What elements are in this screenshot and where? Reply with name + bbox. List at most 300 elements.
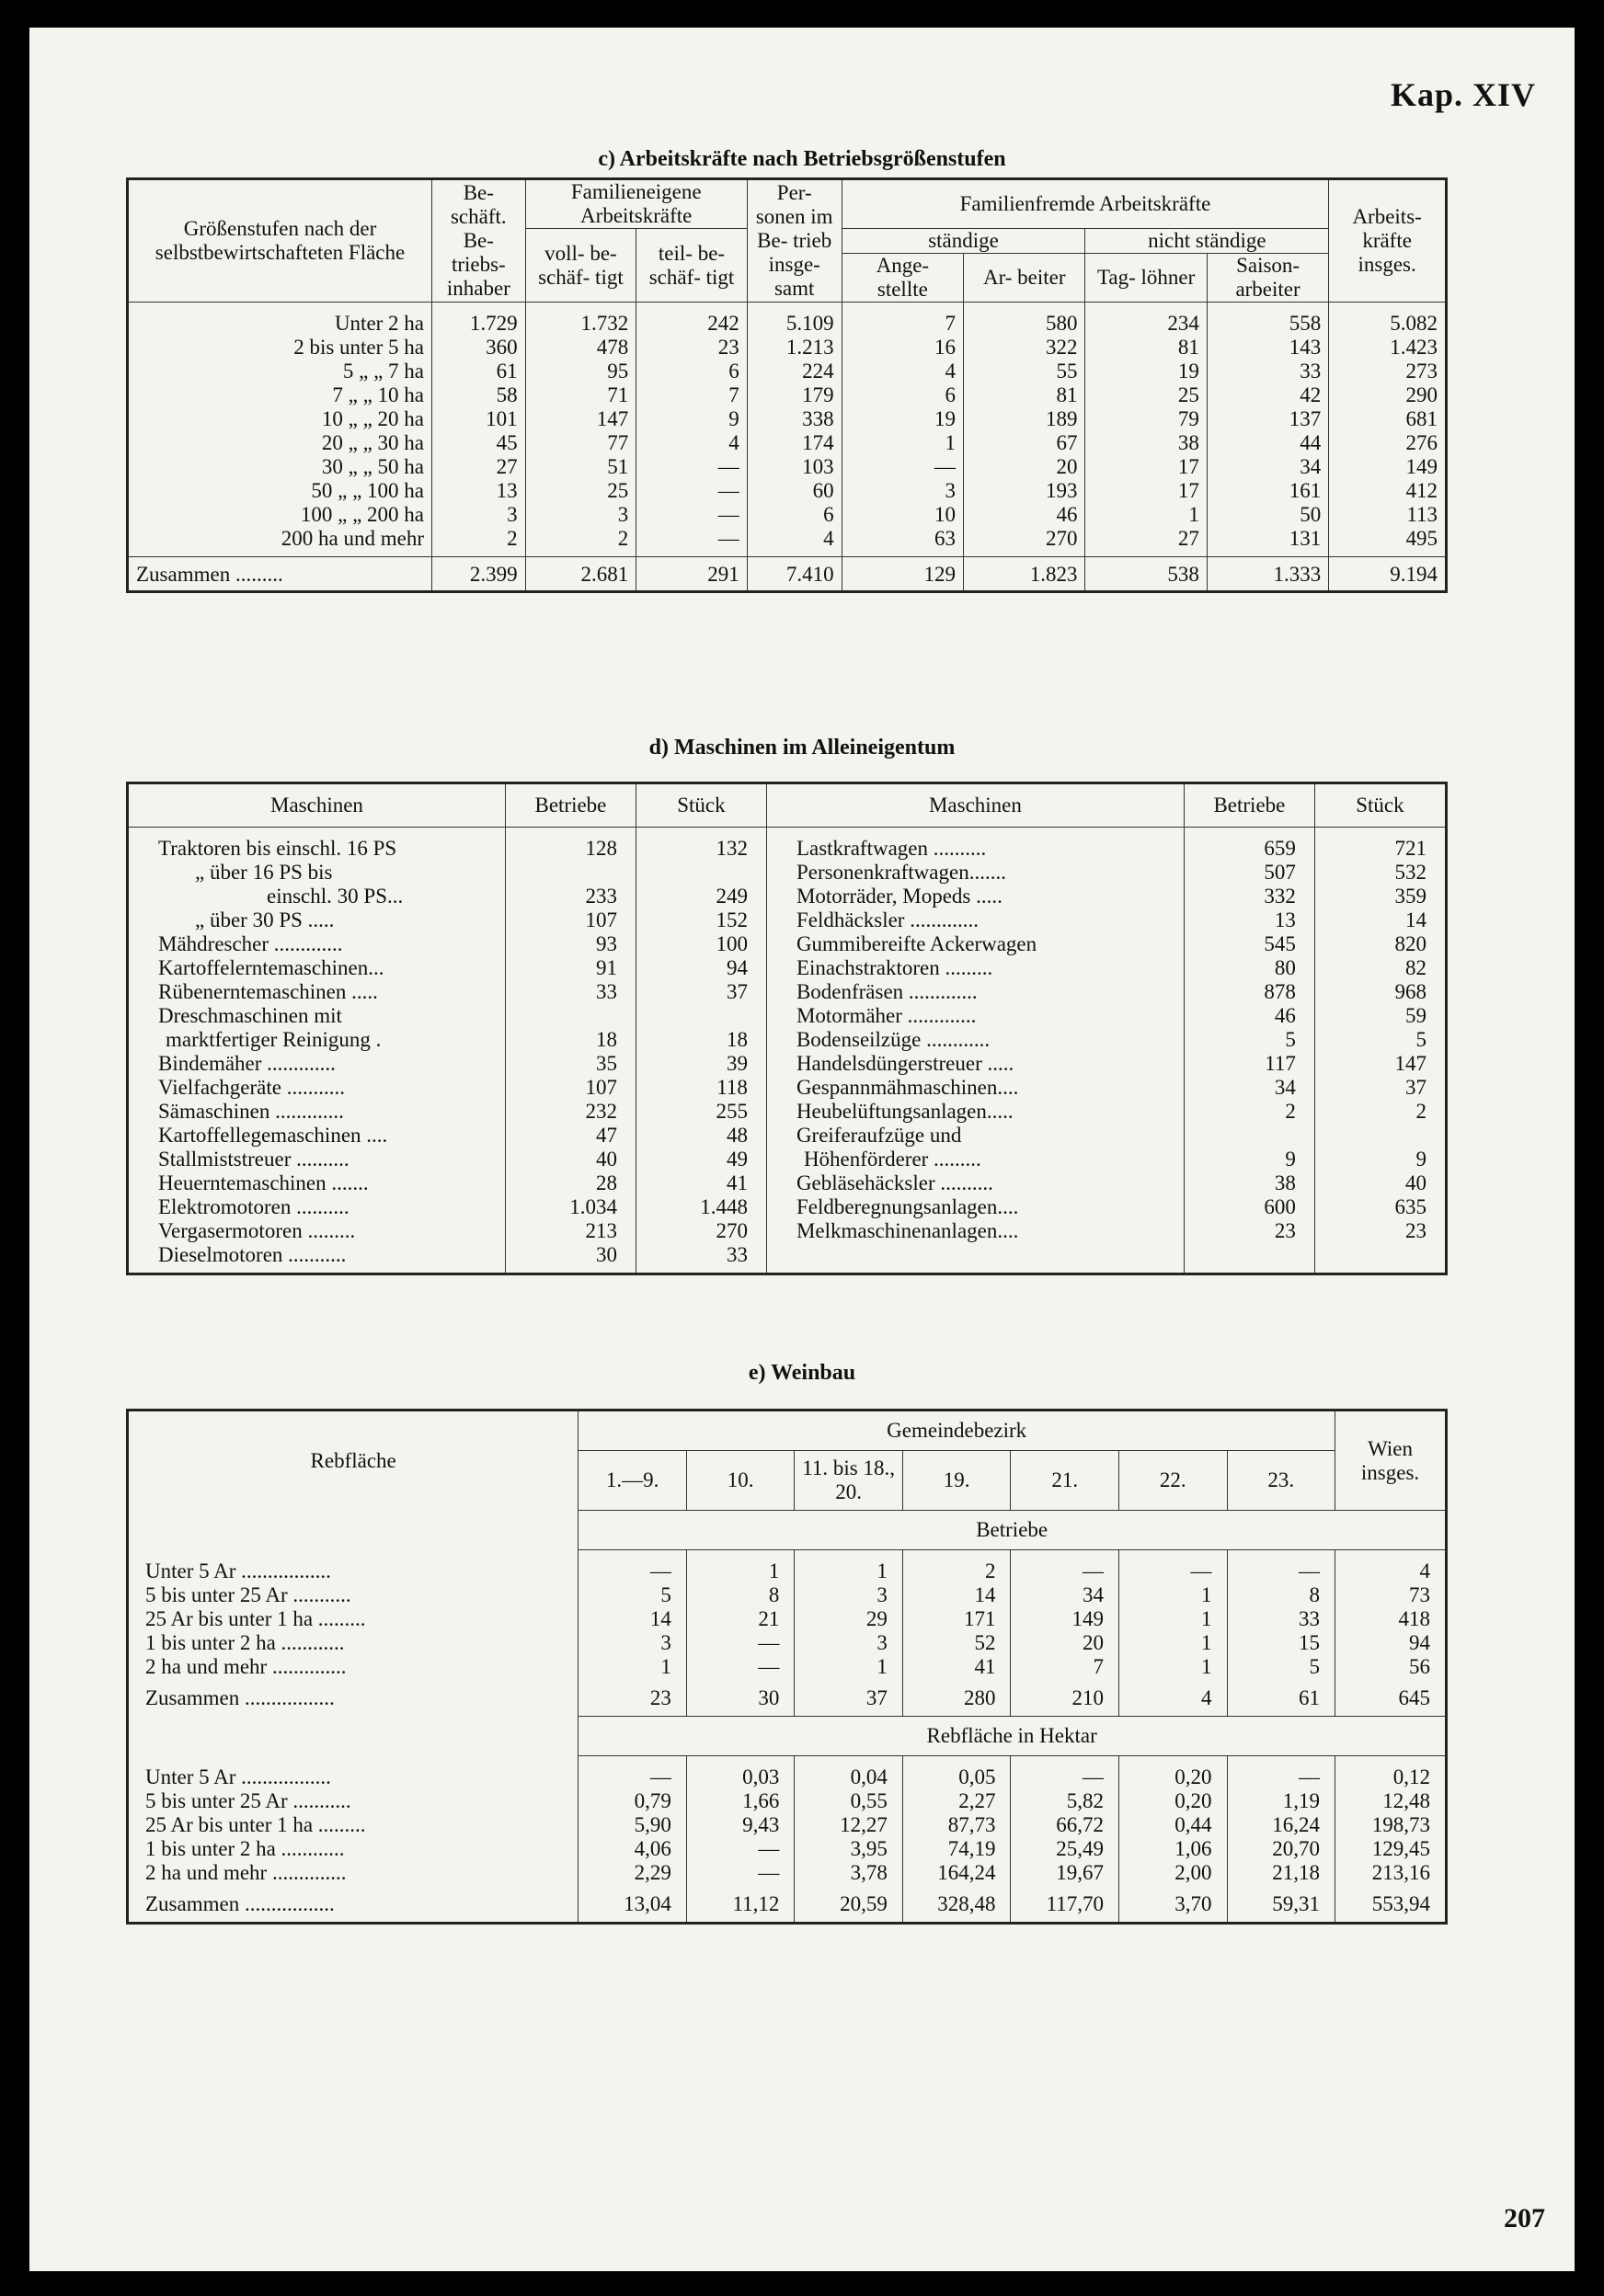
pieces-value: 49	[636, 1148, 766, 1171]
cell-value: 44	[1207, 431, 1328, 455]
cell-value: 16	[842, 336, 963, 360]
pieces-value	[636, 861, 766, 885]
cell-value: 15	[1227, 1631, 1335, 1655]
cell-value: 10	[842, 503, 963, 527]
farms-value: 600	[1184, 1195, 1314, 1219]
cell-value: —	[842, 455, 963, 479]
document-page	[29, 28, 1575, 2271]
cell-value: —	[1011, 1756, 1119, 1790]
page-number: 207	[1504, 2203, 1545, 2233]
table-row	[128, 431, 1447, 455]
farms-value: 34	[1184, 1076, 1314, 1100]
cell-value: 1	[1118, 1607, 1227, 1631]
table-row	[128, 1583, 1447, 1607]
cell-value: 0,04	[795, 1756, 903, 1790]
cell-value: 0,20	[1118, 1756, 1227, 1790]
cell-value: 113	[1329, 503, 1447, 527]
cell-value: 13	[432, 479, 526, 503]
farms-value: 1.034	[505, 1195, 636, 1219]
table-row	[128, 1124, 1447, 1148]
header-area: Rebfläche	[128, 1411, 579, 1511]
total-value: 291	[636, 557, 748, 592]
table-row	[128, 861, 1447, 885]
cell-value: 14	[579, 1607, 687, 1631]
district-column-header: 23.	[1227, 1451, 1335, 1511]
total-row	[128, 557, 1447, 592]
labor-table	[126, 177, 1448, 593]
total-label: Zusammen .................	[128, 1885, 579, 1924]
cell-value: 5	[579, 1583, 687, 1607]
cell-value: 3	[842, 479, 963, 503]
cell-value: 27	[1085, 527, 1207, 557]
cell-value: —	[1118, 1550, 1227, 1584]
cell-value: 17	[1085, 479, 1207, 503]
cell-value: 149	[1329, 455, 1447, 479]
cell-value: 79	[1085, 407, 1207, 431]
section-d-title: d) Maschinen im Alleineigentum	[648, 736, 956, 760]
cell-value: —	[686, 1631, 795, 1655]
table-row	[128, 1655, 1447, 1679]
district-column-header: 21.	[1011, 1451, 1119, 1511]
wine-table	[126, 1409, 1448, 1925]
table-row	[128, 1631, 1447, 1655]
total-value: 2.399	[432, 557, 526, 592]
cell-value: 1,19	[1227, 1789, 1335, 1813]
cell-value: 360	[432, 336, 526, 360]
machine-label: Gummibereifte Ackerwagen	[766, 932, 1184, 956]
total-value: 37	[795, 1679, 903, 1717]
machine-label: Bodenseilzüge ............	[766, 1028, 1184, 1052]
pieces-value: 2	[1314, 1100, 1446, 1124]
area-label: 1 bis unter 2 ha ............	[128, 1631, 579, 1655]
cell-value: 9	[636, 407, 748, 431]
pieces-value: 33	[636, 1243, 766, 1274]
cell-value: 558	[1207, 303, 1328, 337]
farms-value: 507	[1184, 861, 1314, 885]
pieces-value: 721	[1314, 828, 1446, 862]
subheader-hectare-label: Rebfläche in Hektar	[579, 1717, 1447, 1756]
cell-value: 14	[902, 1583, 1011, 1607]
header-part: teil- be- schäf- tigt	[636, 229, 748, 303]
farms-value	[505, 861, 636, 885]
header-pieces-right: Stück	[1314, 783, 1446, 828]
cell-value: 5.109	[747, 303, 842, 337]
cell-value: 3	[795, 1583, 903, 1607]
table-row	[128, 407, 1447, 431]
farms-value: 18	[505, 1028, 636, 1052]
cell-value: 2	[902, 1550, 1011, 1584]
machine-label: Motorräder, Mopeds .....	[766, 885, 1184, 908]
total-value: 210	[1011, 1679, 1119, 1717]
total-value: 553,94	[1335, 1885, 1447, 1924]
cell-value: 495	[1329, 527, 1447, 557]
farms-value: 878	[1184, 980, 1314, 1004]
header-pieces-left: Stück	[636, 783, 766, 828]
empty-cell	[128, 1511, 579, 1550]
machine-label: Einachstraktoren .........	[766, 956, 1184, 980]
cell-value: 56	[1335, 1655, 1447, 1679]
pieces-value: 968	[1314, 980, 1446, 1004]
total-value: 328,48	[902, 1885, 1011, 1924]
total-value: 2.681	[525, 557, 636, 592]
cell-value: —	[636, 527, 748, 557]
farms-value: 659	[1184, 828, 1314, 862]
pieces-value	[1314, 1124, 1446, 1148]
header-total: Arbeits- kräfte insges.	[1329, 179, 1447, 303]
farms-value: 128	[505, 828, 636, 862]
cell-value: 174	[747, 431, 842, 455]
machine-label: Heubelüftungsanlagen.....	[766, 1100, 1184, 1124]
cell-value: 20	[1011, 1631, 1119, 1655]
cell-value: 213,16	[1335, 1861, 1447, 1885]
cell-value: 38	[1085, 431, 1207, 455]
cell-value: —	[1227, 1756, 1335, 1790]
cell-value: 46	[964, 503, 1085, 527]
size-label: 30 „ „ 50 ha	[128, 455, 432, 479]
machine-label: „ über 30 PS .....	[128, 908, 506, 932]
cell-value: 0,79	[579, 1789, 687, 1813]
cell-value: 1.729	[432, 303, 526, 337]
cell-value: 189	[964, 407, 1085, 431]
table-row	[128, 828, 1447, 862]
machine-label: Höhenförderer .........	[766, 1148, 1184, 1171]
area-label: 2 ha und mehr ..............	[128, 1655, 579, 1679]
machine-label: Vielfachgeräte ...........	[128, 1076, 506, 1100]
farms-value: 40	[505, 1148, 636, 1171]
cell-value: 1,06	[1118, 1837, 1227, 1861]
farms-value: 117	[1184, 1052, 1314, 1076]
table-row	[128, 1243, 1447, 1274]
cell-value: 6	[636, 360, 748, 383]
table-row	[128, 885, 1447, 908]
cell-value: 7	[842, 303, 963, 337]
table-row	[128, 1171, 1447, 1195]
farms-value: 232	[505, 1100, 636, 1124]
cell-value: 51	[525, 455, 636, 479]
cell-value: 19	[1085, 360, 1207, 383]
farms-value: 13	[1184, 908, 1314, 932]
header-workers: Ar- beiter	[964, 254, 1085, 303]
chapter-label: Kap. XIV	[1390, 76, 1536, 113]
size-label: 20 „ „ 30 ha	[128, 431, 432, 455]
empty-cell	[1314, 1243, 1446, 1274]
pieces-value	[636, 1004, 766, 1028]
header-full: voll- be- schäf- tigt	[525, 229, 636, 303]
cell-value: 1	[686, 1550, 795, 1584]
cell-value: 1	[1118, 1655, 1227, 1679]
cell-value: 164,24	[902, 1861, 1011, 1885]
total-value: 1.333	[1207, 557, 1328, 592]
cell-value: 147	[525, 407, 636, 431]
farms-value: 2	[1184, 1100, 1314, 1124]
machine-label: Bindemäher .............	[128, 1052, 506, 1076]
cell-value: 16,24	[1227, 1813, 1335, 1837]
cell-value: 2	[525, 527, 636, 557]
cell-value: —	[636, 479, 748, 503]
subheader-farms-label: Betriebe	[579, 1511, 1447, 1550]
table-row	[128, 1789, 1447, 1813]
area-label: 5 bis unter 25 Ar ...........	[128, 1583, 579, 1607]
pieces-value: 48	[636, 1124, 766, 1148]
cell-value: 3,95	[795, 1837, 903, 1861]
machine-label: marktfertiger Reinigung .	[128, 1028, 506, 1052]
cell-value: 20,70	[1227, 1837, 1335, 1861]
machine-label: Bodenfräsen .............	[766, 980, 1184, 1004]
size-label: 7 „ „ 10 ha	[128, 383, 432, 407]
table-row	[128, 908, 1447, 932]
cell-value: 20	[964, 455, 1085, 479]
total-label: Zusammen .........	[128, 557, 432, 592]
farms-value: 93	[505, 932, 636, 956]
table-row	[128, 1219, 1447, 1243]
cell-value: 7	[636, 383, 748, 407]
cell-value: —	[579, 1550, 687, 1584]
farms-value: 332	[1184, 885, 1314, 908]
cell-value: 33	[1207, 360, 1328, 383]
cell-value: 1	[1118, 1583, 1227, 1607]
table-row	[128, 956, 1447, 980]
cell-value: 9,43	[686, 1813, 795, 1837]
cell-value: 95	[525, 360, 636, 383]
cell-value: 179	[747, 383, 842, 407]
cell-value: 4,06	[579, 1837, 687, 1861]
cell-value: 234	[1085, 303, 1207, 337]
cell-value: 1	[579, 1655, 687, 1679]
cell-value: 1.732	[525, 303, 636, 337]
header-vienna: Wien insges.	[1335, 1411, 1447, 1511]
machine-label: Kartoffellegemaschinen ....	[128, 1124, 506, 1148]
pieces-value: 14	[1314, 908, 1446, 932]
cell-value: —	[1011, 1550, 1119, 1584]
farms-value: 233	[505, 885, 636, 908]
cell-value: 1.213	[747, 336, 842, 360]
cell-value: 7	[1011, 1655, 1119, 1679]
total-value: 7.410	[747, 557, 842, 592]
cell-value: 3	[432, 503, 526, 527]
pieces-value: 532	[1314, 861, 1446, 885]
pieces-value: 147	[1314, 1052, 1446, 1076]
cell-value: 322	[964, 336, 1085, 360]
header-size: Größenstufen nach der selbstbewirtschafteten Fläche	[128, 179, 432, 303]
pieces-value: 40	[1314, 1171, 1446, 1195]
cell-value: 23	[636, 336, 748, 360]
cell-value: 3	[795, 1631, 903, 1655]
cell-value: 25	[1085, 383, 1207, 407]
total-value: 59,31	[1227, 1885, 1335, 1924]
farms-value: 545	[1184, 932, 1314, 956]
cell-value: 1	[1118, 1631, 1227, 1655]
cell-value: 60	[747, 479, 842, 503]
cell-value: 5,90	[579, 1813, 687, 1837]
cell-value: 2,27	[902, 1789, 1011, 1813]
section-e-title: e) Weinbau	[748, 1361, 856, 1385]
machine-label: Vergasermotoren .........	[128, 1219, 506, 1243]
cell-value: 4	[636, 431, 748, 455]
cell-value: 55	[964, 360, 1085, 383]
machine-label: einschl. 30 PS...	[128, 885, 506, 908]
cell-value: 0,12	[1335, 1756, 1447, 1790]
machine-label: Handelsdüngerstreuer .....	[766, 1052, 1184, 1076]
table-row	[128, 336, 1447, 360]
cell-value: 137	[1207, 407, 1328, 431]
size-label: 2 bis unter 5 ha	[128, 336, 432, 360]
cell-value: 103	[747, 455, 842, 479]
cell-value: 681	[1329, 407, 1447, 431]
cell-value: 0,44	[1118, 1813, 1227, 1837]
machine-label: Feldhäcksler .............	[766, 908, 1184, 932]
cell-value: 580	[964, 303, 1085, 337]
machine-label: Sämaschinen .............	[128, 1100, 506, 1124]
cell-value: 81	[964, 383, 1085, 407]
total-value: 13,04	[579, 1885, 687, 1924]
table-row	[128, 1004, 1447, 1028]
cell-value: 0,55	[795, 1789, 903, 1813]
farms-value: 9	[1184, 1148, 1314, 1171]
cell-value: 3,78	[795, 1861, 903, 1885]
table-row	[128, 527, 1447, 557]
cell-value: 5,82	[1011, 1789, 1119, 1813]
table-row	[128, 383, 1447, 407]
header-nonpermanent: nicht ständige	[1085, 229, 1329, 254]
total-value: 645	[1335, 1679, 1447, 1717]
cell-value: 6	[842, 383, 963, 407]
header-family: Familieneigene Arbeitskräfte	[525, 179, 747, 229]
table-row	[128, 1837, 1447, 1861]
area-label: 25 Ar bis unter 1 ha .........	[128, 1607, 579, 1631]
cell-value: 143	[1207, 336, 1328, 360]
cell-value: 87,73	[902, 1813, 1011, 1837]
cell-value: 131	[1207, 527, 1328, 557]
machine-label: Dreschmaschinen mit	[128, 1004, 506, 1028]
machines-table	[126, 782, 1448, 1275]
area-label: Unter 5 Ar .................	[128, 1756, 579, 1790]
table-row	[128, 1148, 1447, 1171]
cell-value: 412	[1329, 479, 1447, 503]
total-value: 11,12	[686, 1885, 795, 1924]
cell-value: 21,18	[1227, 1861, 1335, 1885]
cell-value: 25	[525, 479, 636, 503]
cell-value: 0,20	[1118, 1789, 1227, 1813]
farms-value: 213	[505, 1219, 636, 1243]
cell-value: 74,19	[902, 1837, 1011, 1861]
cell-value: 129,45	[1335, 1837, 1447, 1861]
cell-value: 33	[1227, 1607, 1335, 1631]
cell-value: 34	[1207, 455, 1328, 479]
cell-value: 4	[1335, 1550, 1447, 1584]
header-farms-right: Betriebe	[1184, 783, 1314, 828]
total-value: 3,70	[1118, 1885, 1227, 1924]
cell-value: 1	[795, 1655, 903, 1679]
machine-label: Traktoren bis einschl. 16 PS	[128, 828, 506, 862]
machine-label: Greiferaufzüge und	[766, 1124, 1184, 1148]
cell-value: 21	[686, 1607, 795, 1631]
machine-label: Feldberegnungsanlagen....	[766, 1195, 1184, 1219]
pieces-value: 18	[636, 1028, 766, 1052]
machine-label: Gespannmähmaschinen....	[766, 1076, 1184, 1100]
table-row	[128, 503, 1447, 527]
cell-value: 63	[842, 527, 963, 557]
cell-value: 27	[432, 455, 526, 479]
header-day: Tag- löhner	[1085, 254, 1207, 303]
cell-value: 2,00	[1118, 1861, 1227, 1885]
district-column-header: 22.	[1118, 1451, 1227, 1511]
cell-value: 4	[747, 527, 842, 557]
pieces-value: 132	[636, 828, 766, 862]
machine-label: Mähdrescher .............	[128, 932, 506, 956]
cell-value: 12,48	[1335, 1789, 1447, 1813]
machine-label: Kartoffelerntemaschinen...	[128, 956, 506, 980]
total-value: 129	[842, 557, 963, 592]
machine-label: Lastkraftwagen ..........	[766, 828, 1184, 862]
farms-value: 80	[1184, 956, 1314, 980]
cell-value: 8	[1227, 1583, 1335, 1607]
machine-label: Heuerntemaschinen .......	[128, 1171, 506, 1195]
size-label: Unter 2 ha	[128, 303, 432, 337]
cell-value: 338	[747, 407, 842, 431]
area-label: 25 Ar bis unter 1 ha .........	[128, 1813, 579, 1837]
pieces-value: 249	[636, 885, 766, 908]
total-value: 4	[1118, 1679, 1227, 1717]
subheader-farms	[128, 1511, 1447, 1550]
machine-label: Elektromotoren ..........	[128, 1195, 506, 1219]
cell-value: 478	[525, 336, 636, 360]
pieces-value: 152	[636, 908, 766, 932]
table-row	[128, 1813, 1447, 1837]
cell-value: 61	[432, 360, 526, 383]
cell-value: 17	[1085, 455, 1207, 479]
pieces-value: 359	[1314, 885, 1446, 908]
table-row	[128, 1756, 1447, 1790]
cell-value: 71	[525, 383, 636, 407]
cell-value: 161	[1207, 479, 1328, 503]
total-value: 117,70	[1011, 1885, 1119, 1924]
pieces-value: 635	[1314, 1195, 1446, 1219]
table-row	[128, 1550, 1447, 1584]
pieces-value: 23	[1314, 1219, 1446, 1243]
cell-value: 1	[795, 1550, 903, 1584]
cell-value: 50	[1207, 503, 1328, 527]
total-row	[128, 1679, 1447, 1717]
cell-value: 0,03	[686, 1756, 795, 1790]
cell-value: 0,05	[902, 1756, 1011, 1790]
cell-value: 67	[964, 431, 1085, 455]
pieces-value: 1.448	[636, 1195, 766, 1219]
pieces-value: 255	[636, 1100, 766, 1124]
table-row	[128, 980, 1447, 1004]
cell-value: 41	[902, 1655, 1011, 1679]
farms-value: 28	[505, 1171, 636, 1195]
cell-value: 19	[842, 407, 963, 431]
cell-value: —	[636, 455, 748, 479]
farms-value: 33	[505, 980, 636, 1004]
size-label: 5 „ „ 7 ha	[128, 360, 432, 383]
pieces-value: 9	[1314, 1148, 1446, 1171]
cell-value: —	[636, 503, 748, 527]
district-column-header: 11. bis 18., 20.	[795, 1451, 903, 1511]
size-label: 10 „ „ 20 ha	[128, 407, 432, 431]
pieces-value: 39	[636, 1052, 766, 1076]
table-row	[128, 1861, 1447, 1885]
pieces-value: 41	[636, 1171, 766, 1195]
table-row	[128, 360, 1447, 383]
machine-label: Dieselmotoren ...........	[128, 1243, 506, 1274]
header-season: Saison- arbeiter	[1207, 254, 1328, 303]
pieces-value: 59	[1314, 1004, 1446, 1028]
cell-value: 101	[432, 407, 526, 431]
area-label: 5 bis unter 25 Ar ...........	[128, 1789, 579, 1813]
total-value: 61	[1227, 1679, 1335, 1717]
cell-value: 290	[1329, 383, 1447, 407]
